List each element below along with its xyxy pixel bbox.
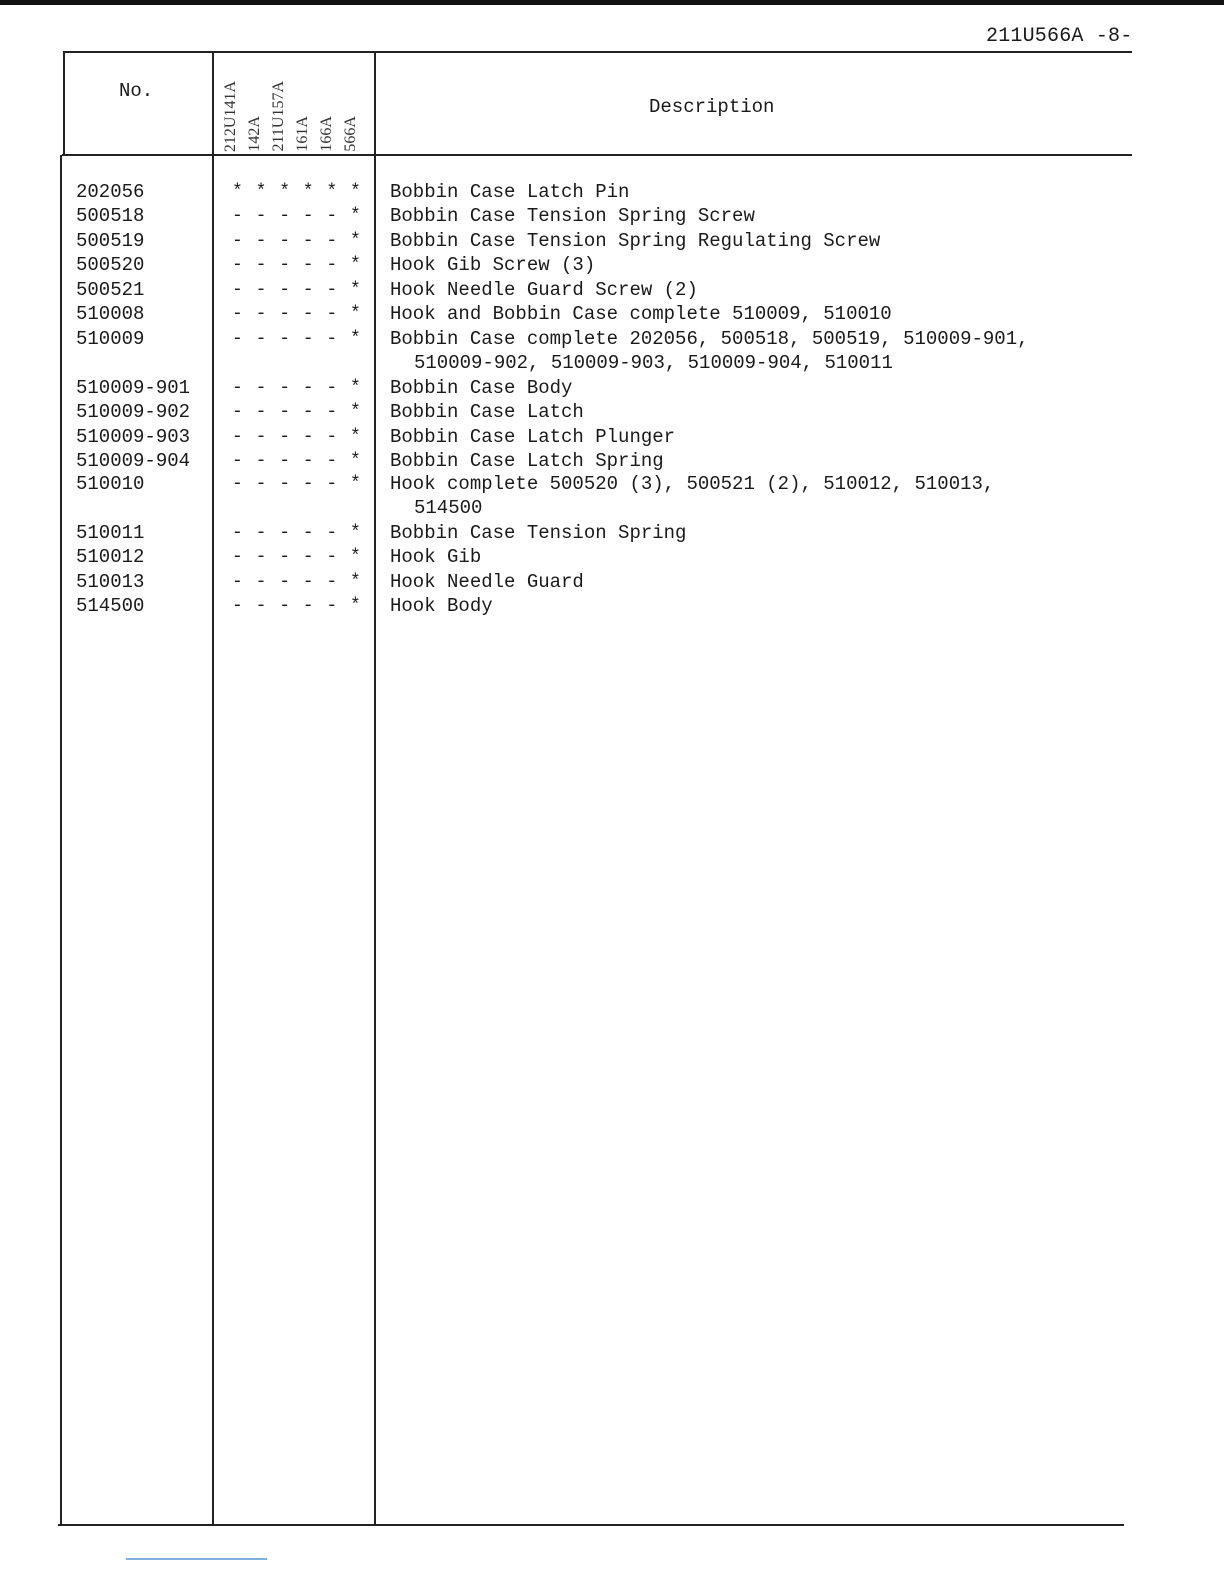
part-description: Bobbin Case complete 202056, 500518, 500519, 510009-901, <box>390 328 1029 350</box>
model-headers <box>222 54 372 152</box>
model-marks: - - - - - * <box>232 523 362 543</box>
column-divider-models <box>374 51 376 1525</box>
part-number: 514500 <box>76 595 145 617</box>
part-number: 510009 <box>76 328 145 350</box>
model-marks: - - - - - * <box>232 378 362 398</box>
model-header-6: 566A <box>342 116 359 152</box>
column-header-description: Description <box>649 96 775 118</box>
scan-mark <box>126 1558 267 1560</box>
model-marks: - - - - - * <box>232 304 362 324</box>
part-number: 510010 <box>76 473 145 495</box>
model-marks: - - - - - * <box>232 280 362 300</box>
part-number: 500520 <box>76 254 145 276</box>
part-description: Bobbin Case Latch Pin <box>390 181 630 203</box>
part-number: 510009-902 <box>76 401 191 423</box>
part-description: Bobbin Case Latch Plunger <box>390 426 676 448</box>
part-number: 202056 <box>76 181 145 203</box>
model-marks: - - - - - * <box>232 231 362 251</box>
top-rule <box>0 0 1224 5</box>
model-marks: - - - - - * <box>232 206 362 226</box>
table-top-border <box>64 51 1132 53</box>
part-number: 510008 <box>76 303 145 325</box>
left-border-lower <box>60 155 62 1525</box>
part-description-continued: 510009-902, 510009-903, 510009-904, 510011 <box>414 352 893 374</box>
model-marks: - - - - - * <box>232 572 362 592</box>
part-number: 510012 <box>76 546 145 568</box>
model-marks: - - - - - * <box>232 402 362 422</box>
part-description: Hook complete 500520 (3), 500521 (2), 510012, 510013, <box>390 473 995 495</box>
model-marks: - - - - - * <box>232 547 362 567</box>
model-header-5: 166A <box>318 116 335 152</box>
left-border <box>63 51 65 156</box>
part-description: Hook and Bobbin Case complete 510009, 510010 <box>390 303 892 325</box>
model-header-3: 211U157A <box>270 81 287 152</box>
page-code: 211U566A -8- <box>986 25 1133 48</box>
part-number: 500521 <box>76 279 145 301</box>
model-header-2: 142A <box>246 116 263 152</box>
part-number: 500518 <box>76 205 145 227</box>
table-bottom-border <box>58 1524 1124 1526</box>
part-description: Hook Needle Guard <box>390 571 584 593</box>
model-marks: - - - - - * <box>232 427 362 447</box>
part-description-continued: 514500 <box>414 497 483 519</box>
part-description: Bobbin Case Body <box>390 377 573 399</box>
part-description: Hook Gib Screw (3) <box>390 254 596 276</box>
model-marks: - - - - - * <box>232 255 362 275</box>
header-bottom-border <box>62 154 1132 156</box>
part-number: 510009-903 <box>76 426 191 448</box>
model-header-4: 161A <box>294 116 311 152</box>
model-marks: * * * * * * <box>232 182 362 202</box>
part-number: 510011 <box>76 522 145 544</box>
part-description: Bobbin Case Latch <box>390 401 584 423</box>
column-divider-no <box>212 51 214 1525</box>
part-number: 510009-904 <box>76 450 191 472</box>
model-marks: - - - - - * <box>232 474 362 494</box>
model-marks: - - - - - * <box>232 329 362 349</box>
column-header-no: No. <box>119 80 154 102</box>
part-description: Bobbin Case Tension Spring Screw <box>390 205 755 227</box>
part-description: Hook Needle Guard Screw (2) <box>390 279 698 301</box>
part-number: 500519 <box>76 230 145 252</box>
part-description: Hook Body <box>390 595 493 617</box>
part-number: 510009-901 <box>76 377 191 399</box>
part-description: Bobbin Case Latch Spring <box>390 450 664 472</box>
model-marks: - - - - - * <box>232 596 362 616</box>
model-header-1: 212U141A <box>222 80 239 152</box>
part-description: Bobbin Case Tension Spring <box>390 522 687 544</box>
part-description: Hook Gib <box>390 546 482 568</box>
part-description: Bobbin Case Tension Spring Regulating Screw <box>390 230 881 252</box>
model-marks: - - - - - * <box>232 451 362 471</box>
part-number: 510013 <box>76 571 145 593</box>
